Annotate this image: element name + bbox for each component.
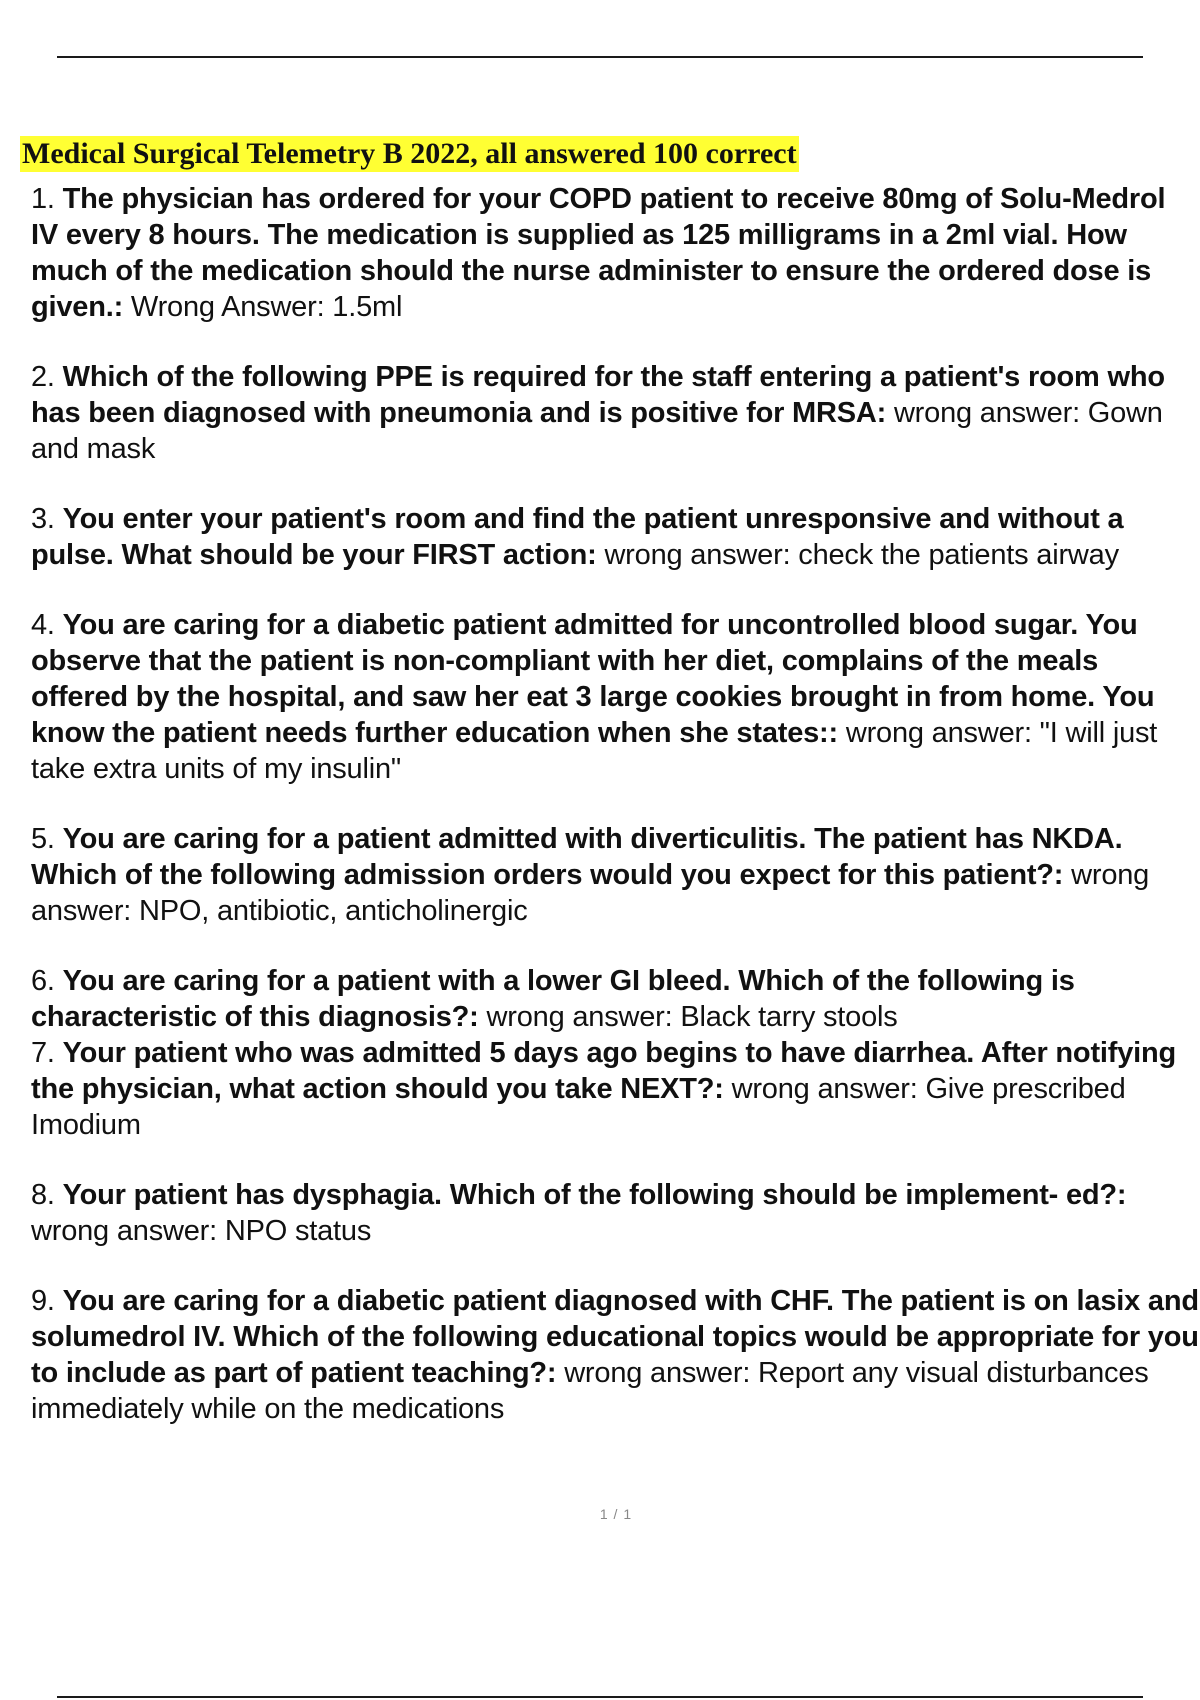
question-number: 2. [31, 361, 55, 393]
question-text: The physician has ordered for your COPD patient to receive 80mg of Solu-Medrol IV every 8 hours. The medication is supplied as 125 milligrams in a 2ml vial. How much of the medication should the nurse administer to ensure the ordered dose is given.: [31, 183, 1166, 323]
question-item [31, 1035, 1200, 1143]
page-indicator: 1 / 1 [599, 1506, 633, 1522]
question-item [31, 181, 1200, 325]
question-list [31, 181, 1200, 1427]
question-text: You are caring for a diabetic patient diagnosed with CHF. The patient is on lasix and solumedrol IV. Which of the following educational topics would be appropriate for you to include as part of patient teaching?: [31, 1285, 1199, 1389]
question-text: Which of the following PPE is required for the staff entering a patient's room who has been diagnosed with pneumonia and is positive for MRSA: [31, 361, 1165, 429]
question-item [31, 501, 1200, 573]
question-number: 5. [31, 823, 55, 855]
question-item [31, 607, 1200, 787]
question-item [31, 1177, 1200, 1249]
question-number: 4. [31, 609, 55, 641]
question-number: 6. [31, 965, 55, 997]
answer-text: wrong answer: NPO status [31, 1215, 372, 1247]
question-number: 8. [31, 1179, 55, 1211]
answer-text: wrong answer: Black tarry stools [486, 1001, 898, 1033]
question-text: Your patient who was admitted 5 days ago begins to have diarrhea. After notifying the physician, what action should you take NEXT?: [31, 1037, 1177, 1105]
question-number: 1. [31, 183, 55, 215]
answer-text: wrong answer: Give prescribed Imodium [31, 1073, 1126, 1141]
question-text: You are caring for a patient admitted with diverticulitis. The patient has NKDA. Which of the following admission orders would you expect for this patient?: [31, 823, 1123, 891]
question-text: You are caring for a patient with a lower GI bleed. Which of the following is characteristic of this diagnosis?: [31, 965, 1075, 1033]
answer-text: wrong answer: check the patients airway [604, 539, 1119, 571]
question-item [31, 359, 1200, 467]
question-text: You are caring for a diabetic patient admitted for uncontrolled blood sugar. You observe that the patient is non-compliant with her diet, complains of the meals offered by the hospital, and saw her eat 3 large cookies brought in from home. You know the patient needs further education when she states:: [31, 609, 1155, 749]
answer-text: wrong answer: Gown and mask [31, 397, 1163, 465]
question-number: 7. [31, 1037, 55, 1069]
question-number: 9. [31, 1285, 55, 1317]
document-title: Medical Surgical Telemetry B 2022, all answered 100 correct [22, 137, 797, 170]
answer-text: wrong answer: NPO, antibiotic, anticholinergic [31, 859, 1150, 927]
bottom-divider [57, 1696, 1143, 1698]
top-divider [57, 56, 1143, 58]
answer-text: Wrong Answer: 1.5ml [130, 291, 403, 323]
answer-text: wrong answer: Report any visual disturbances immediately while on the medications [31, 1357, 1149, 1425]
question-item [31, 1283, 1200, 1427]
question-number: 3. [31, 503, 55, 535]
question-item [31, 821, 1200, 929]
answer-text: wrong answer: "I will just take extra units of my insulin" [31, 717, 1158, 785]
question-text: Your patient has dysphagia. Which of the following should be implement- ed?: [62, 1179, 1127, 1211]
question-item [31, 963, 1200, 1035]
question-text: You enter your patient's room and find the patient unresponsive and without a pulse. What should be your FIRST action: [31, 503, 1124, 571]
